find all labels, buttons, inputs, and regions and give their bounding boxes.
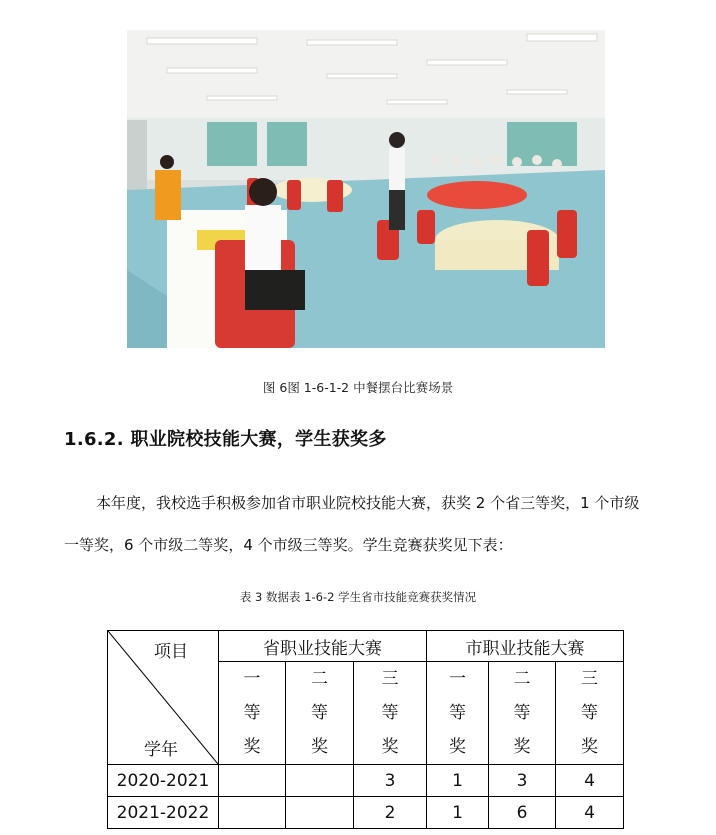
table-cell: 3 bbox=[354, 765, 427, 797]
row-year: 2020-2021 bbox=[108, 765, 219, 797]
header-city-third-prize: 三 等 奖 bbox=[556, 662, 624, 765]
header-city-first-prize: 一 等 奖 bbox=[427, 662, 489, 765]
table-cell: 1 bbox=[427, 797, 489, 829]
table-row bbox=[108, 797, 624, 829]
table-caption: 表 3 数据表 1-6-2 学生省市技能竞赛获奖情况 bbox=[239, 590, 477, 604]
table-cell bbox=[219, 765, 286, 797]
table-cell bbox=[286, 797, 354, 829]
body-paragraph-line-1: 本年度，我校选手积极参加省市职业院校技能大赛，获奖 2 个省三等奖，1 个市级 bbox=[96, 494, 640, 512]
section-heading: 1.6.2. 职业院校技能大赛，学生获奖多 bbox=[64, 429, 387, 450]
figure-caption: 图 6图 1-6-1-2 中餐摆台比赛场景 bbox=[262, 380, 454, 395]
table-cell: 3 bbox=[489, 765, 556, 797]
table-cell: 4 bbox=[556, 797, 624, 829]
body-paragraph-line-2: 一等奖，6 个市级二等奖，4 个市级三等奖。学生竞赛获奖见下表： bbox=[64, 536, 513, 554]
header-province-competition: 省职业技能大赛 bbox=[219, 631, 427, 662]
row-year: 2021-2022 bbox=[108, 797, 219, 829]
header-city-second-prize: 二 等 奖 bbox=[489, 662, 556, 765]
table-cell bbox=[219, 797, 286, 829]
header-province-third-prize: 三 等 奖 bbox=[354, 662, 427, 765]
corner-label-item: 项目 bbox=[154, 642, 188, 662]
competition-photo bbox=[127, 30, 605, 348]
table-row bbox=[108, 765, 624, 797]
corner-label-year: 学年 bbox=[144, 740, 178, 760]
header-province-second-prize: 二 等 奖 bbox=[286, 662, 354, 765]
header-province-first-prize: 一 等 奖 bbox=[219, 662, 286, 765]
table-cell: 1 bbox=[427, 765, 489, 797]
header-city-competition: 市职业技能大赛 bbox=[427, 631, 624, 662]
table-cell: 6 bbox=[489, 797, 556, 829]
table-cell: 2 bbox=[354, 797, 427, 829]
table-corner-cell bbox=[108, 631, 219, 765]
awards-table bbox=[107, 630, 624, 829]
table-cell: 4 bbox=[556, 765, 624, 797]
table-cell bbox=[286, 765, 354, 797]
